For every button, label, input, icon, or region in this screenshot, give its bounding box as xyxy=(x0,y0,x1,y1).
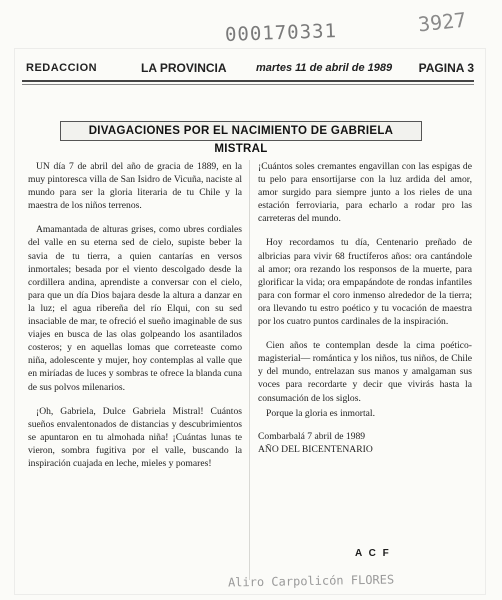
corner-number: 3927 xyxy=(416,7,468,37)
paragraph: Amamantada de alturas grises, como ubres cordiales del valle en su eterna sed de cielo, supiste beber la savia de tu tierra, a quien cantarías en versos inmortales; besada por el viento descolgado desde la cordillera andina, aprendiste a conversar con el cielo, para que un día Dios bajara desde la altura a danzar en la luz; el agua ribereña del río Elqui, con su sed insaciable de mar, te ofreció el sueño imaginable de sus viajes en busca de las olas golpeando los asantilados costeros; y en aquellas lomas que correteaste como niña, adolescente y mujer, hoy contemplas al valle que en miríadas de luces y sombras te ofrece la blanda cuna de sus polvos milenarios. xyxy=(28,224,242,393)
dedication: AÑO DEL BICENTENARIO xyxy=(258,443,373,455)
paragraph: UN día 7 de abril del año de gracia de 1889, en la muy pintoresca villa de San Isidro de Vicuña, naciste al mundo para ser la gloria literaria de tu Chile y la maestra de los niños terrenos. xyxy=(28,161,242,212)
paragraph: ¡Oh, Gabriela, Dulce Gabriela Mistral! Cuántos sueños envalentonados de distancias y descubrimientos se apuntaron en tu almohada niña! ¡Cuántas lunas te vieron, sombra fugitiva por el valle, buscando la inspiración cuajada en leche, mieles y pomares! xyxy=(28,405,242,469)
paragraph: Cien años te contemplan desde la cima poético-magisterial— romántica y los niños, tus niños, de Chile y del mundo, entrelazan sus manos y amalgaman sus voces para recordarte y decir que vivirás hasta la consumación de los siglos. xyxy=(258,340,472,404)
right-column xyxy=(258,160,472,456)
masthead-rule-thin xyxy=(22,84,474,85)
column-divider xyxy=(249,160,250,580)
page-number: PAGINA 3 xyxy=(418,61,474,75)
article-headline: DIVAGACIONES POR EL NACIMIENTO DE GABRIELA MISTRAL xyxy=(60,121,422,141)
handwritten-note: Aliro Carpolicón FLORES xyxy=(227,572,395,590)
place-date: Combarbalá 7 abril de 1989 xyxy=(258,430,366,442)
publication-name: LA PROVINCIA xyxy=(141,61,227,75)
section-name: REDACCION xyxy=(26,62,98,74)
masthead-rule xyxy=(22,80,474,82)
paragraph: Hoy recordamos tu día, Centenario preñado de albricias para vivir 68 fructíferos años: ora cantándole al amor; ora rezando los responsos de la muerte, para glorificar la vida; ora empapándote de rondas infantiles para con formar el coro inmenso alrededor de la tierra; ora llevando tu estro poético y tu vocación de maestra por los cuatro puntos cardinales de la inspiración. xyxy=(258,237,472,328)
issue-date: martes 11 de abril de 1989 xyxy=(256,62,393,74)
closing-line: Porque la gloria es inmortal. xyxy=(266,407,375,419)
author-initials: A C F xyxy=(355,548,391,559)
masthead xyxy=(26,60,474,78)
left-column xyxy=(28,160,242,481)
archive-number: 000170331 xyxy=(224,20,338,46)
paragraph: ¡Cuántos soles cremantes engavillan con las espigas de tu pelo para ensortijarse con la luz ardida del amor, amor surgido para siempre junto a los rieles de una estación ferroviaria, para echarlo a rodar pro las carreteras del mundo. xyxy=(258,161,472,225)
